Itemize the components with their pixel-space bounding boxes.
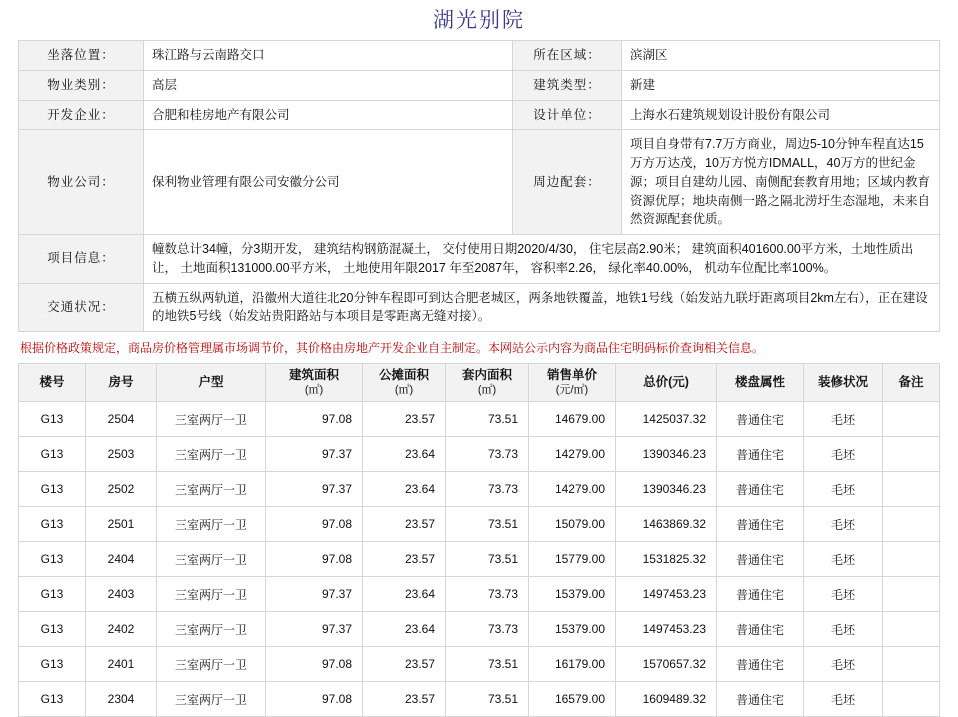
table-cell: 三室两厅一卫	[157, 472, 266, 507]
table-row	[19, 507, 940, 542]
table-row	[19, 402, 940, 437]
table-cell: 2502	[86, 472, 157, 507]
table-cell: G13	[19, 472, 86, 507]
info-row	[19, 100, 940, 130]
column-header: 销售单价 (元/㎡)	[529, 364, 616, 402]
table-cell: G13	[19, 507, 86, 542]
table-cell: 2501	[86, 507, 157, 542]
table-cell: 普通住宅	[717, 577, 804, 612]
table-cell: 23.57	[363, 507, 446, 542]
info-value: 项目自身带有7.7万方商业，周边5-10分钟车程直达15万方万达茂，10万方悦方IDMALL，40万方的世纪金源；项目自建幼儿园、南侧配套教育用地；区域内教育资源优厚；地块南侧一路之隔北涝圩生态湿地，未来自然资源配套优质。	[622, 130, 940, 235]
table-cell: 73.51	[446, 507, 529, 542]
info-value: 合肥和桂房地产有限公司	[144, 100, 513, 130]
table-cell: 1531825.32	[616, 542, 717, 577]
table-cell: 2404	[86, 542, 157, 577]
table-cell: 三室两厅一卫	[157, 577, 266, 612]
table-cell: 2402	[86, 612, 157, 647]
column-header: 套内面积 (㎡)	[446, 364, 529, 402]
table-cell: 73.51	[446, 542, 529, 577]
info-label: 开发企业：	[19, 100, 144, 130]
table-cell: 73.73	[446, 472, 529, 507]
price-policy-notice: 根据价格政策规定，商品房价格管理属市场调节价，其价格由房地产开发企业自主制定。本网站公示内容为商品住宅明码标价查询相关信息。	[20, 341, 765, 355]
column-header: 总价(元)	[616, 364, 717, 402]
column-header-unit: (㎡)	[304, 383, 324, 396]
table-cell	[883, 542, 940, 577]
page-title: 湖光别院	[433, 8, 525, 32]
table-cell: 15079.00	[529, 507, 616, 542]
table-cell: 16579.00	[529, 682, 616, 717]
table-cell: 2401	[86, 647, 157, 682]
table-cell: 三室两厅一卫	[157, 682, 266, 717]
column-header: 备注	[883, 364, 940, 402]
column-header-unit: (㎡)	[394, 383, 414, 396]
table-cell: 23.57	[363, 402, 446, 437]
table-cell	[883, 647, 940, 682]
table-cell: 1390346.23	[616, 437, 717, 472]
table-cell: G13	[19, 402, 86, 437]
table-cell: 14679.00	[529, 402, 616, 437]
table-cell: 1497453.23	[616, 612, 717, 647]
info-row	[19, 235, 940, 284]
info-value: 新建	[622, 70, 940, 100]
table-cell: 毛坯	[804, 577, 883, 612]
unit-listing-table	[18, 363, 940, 717]
column-header: 户型	[157, 364, 266, 402]
info-value: 保利物业管理有限公司安徽分公司	[144, 130, 513, 235]
table-cell: 23.64	[363, 437, 446, 472]
column-header-unit: (元/㎡)	[555, 383, 589, 396]
table-cell: 2403	[86, 577, 157, 612]
table-cell: 毛坯	[804, 472, 883, 507]
table-cell: 1609489.32	[616, 682, 717, 717]
table-header-row	[19, 364, 940, 402]
info-label: 坐落位置：	[19, 41, 144, 71]
property-info-table	[18, 40, 940, 332]
info-row	[19, 130, 940, 235]
table-cell: 毛坯	[804, 682, 883, 717]
table-cell: 1390346.23	[616, 472, 717, 507]
table-cell	[883, 682, 940, 717]
table-cell: G13	[19, 612, 86, 647]
table-cell: 23.57	[363, 542, 446, 577]
table-cell: 97.08	[266, 682, 363, 717]
table-cell: 23.57	[363, 647, 446, 682]
info-label: 物业类别：	[19, 70, 144, 100]
table-row	[19, 437, 940, 472]
column-header: 装修状况	[804, 364, 883, 402]
table-cell: 97.37	[266, 472, 363, 507]
table-cell: 97.08	[266, 647, 363, 682]
table-cell: 1463869.32	[616, 507, 717, 542]
table-cell: 1570657.32	[616, 647, 717, 682]
table-cell: 三室两厅一卫	[157, 437, 266, 472]
table-cell: 15779.00	[529, 542, 616, 577]
info-value: 珠江路与云南路交口	[144, 41, 513, 71]
table-cell: 73.73	[446, 577, 529, 612]
table-cell: 普通住宅	[717, 437, 804, 472]
table-cell	[883, 402, 940, 437]
table-cell: 毛坯	[804, 542, 883, 577]
info-label: 项目信息：	[19, 235, 144, 284]
table-cell: 毛坯	[804, 507, 883, 542]
column-header-unit: (㎡)	[477, 383, 497, 396]
info-label: 设计单位：	[513, 100, 622, 130]
table-cell: G13	[19, 542, 86, 577]
table-cell: 普通住宅	[717, 682, 804, 717]
table-cell: 73.51	[446, 402, 529, 437]
table-cell: 97.08	[266, 542, 363, 577]
table-cell: 普通住宅	[717, 612, 804, 647]
table-cell: 73.73	[446, 612, 529, 647]
table-cell: 97.37	[266, 577, 363, 612]
table-cell: 73.51	[446, 682, 529, 717]
table-cell	[883, 612, 940, 647]
column-header: 房号	[86, 364, 157, 402]
table-cell: 16179.00	[529, 647, 616, 682]
table-row	[19, 577, 940, 612]
table-cell: 23.57	[363, 682, 446, 717]
table-cell: 三室两厅一卫	[157, 402, 266, 437]
table-cell: G13	[19, 682, 86, 717]
table-cell: G13	[19, 647, 86, 682]
table-cell: 毛坯	[804, 437, 883, 472]
table-cell: 三室两厅一卫	[157, 647, 266, 682]
property-info-body	[19, 41, 940, 332]
table-cell: 23.64	[363, 577, 446, 612]
table-cell: 1497453.23	[616, 577, 717, 612]
table-cell: 毛坯	[804, 647, 883, 682]
info-label: 交通状况：	[19, 283, 144, 332]
info-label: 物业公司：	[19, 130, 144, 235]
table-cell: G13	[19, 437, 86, 472]
table-cell: 三室两厅一卫	[157, 507, 266, 542]
column-header: 公摊面积 (㎡)	[363, 364, 446, 402]
table-cell: 14279.00	[529, 437, 616, 472]
table-cell: 普通住宅	[717, 542, 804, 577]
table-cell: 三室两厅一卫	[157, 612, 266, 647]
table-cell: G13	[19, 577, 86, 612]
table-cell: 15379.00	[529, 577, 616, 612]
table-cell: 毛坯	[804, 402, 883, 437]
table-cell	[883, 507, 940, 542]
info-value: 上海水石建筑规划设计股份有限公司	[622, 100, 940, 130]
info-value: 幢数总计34幢，分3期开发， 建筑结构钢筋混凝土， 交付使用日期2020/4/30， 住宅层高2.90米； 建筑面积401600.00平方米，土地性质出让， 土地面积131000.00平方米， 土地使用年限2017 年至2087年， 容积率2.26， 绿化率40.00%， 机动车位配比率100%。	[144, 235, 940, 284]
table-cell: 2504	[86, 402, 157, 437]
table-cell: 97.08	[266, 507, 363, 542]
info-value: 滨湖区	[622, 41, 940, 71]
table-cell: 23.64	[363, 612, 446, 647]
column-header: 楼号	[19, 364, 86, 402]
table-cell: 73.73	[446, 437, 529, 472]
info-value: 五横五纵两轨道，沿徽州大道往北20分钟车程即可到达合肥老城区，两条地铁覆盖，地铁1号线（始发站九联圩距离项目2km左右），正在建设的地铁5号线（始发站贵阳路站与本项目是零距离无缝对接）。	[144, 283, 940, 332]
table-row	[19, 647, 940, 682]
unit-listing-head	[19, 364, 940, 402]
table-cell: 97.08	[266, 402, 363, 437]
table-cell: 23.64	[363, 472, 446, 507]
table-cell: 97.37	[266, 612, 363, 647]
table-cell	[883, 577, 940, 612]
table-cell: 毛坯	[804, 612, 883, 647]
info-row	[19, 283, 940, 332]
table-row	[19, 682, 940, 717]
table-cell: 普通住宅	[717, 472, 804, 507]
table-cell	[883, 437, 940, 472]
table-cell: 15379.00	[529, 612, 616, 647]
table-cell: 73.51	[446, 647, 529, 682]
table-cell: 97.37	[266, 437, 363, 472]
table-cell	[883, 472, 940, 507]
table-cell: 14279.00	[529, 472, 616, 507]
unit-listing-body	[19, 402, 940, 717]
info-label: 建筑类型：	[513, 70, 622, 100]
info-row	[19, 70, 940, 100]
table-cell: 普通住宅	[717, 647, 804, 682]
table-cell: 普通住宅	[717, 507, 804, 542]
table-cell: 2503	[86, 437, 157, 472]
table-cell: 三室两厅一卫	[157, 542, 266, 577]
column-header: 楼盘属性	[717, 364, 804, 402]
table-row	[19, 542, 940, 577]
info-label: 所在区域：	[513, 41, 622, 71]
table-cell: 1425037.32	[616, 402, 717, 437]
column-header: 建筑面积 (㎡)	[266, 364, 363, 402]
info-value: 高层	[144, 70, 513, 100]
info-row	[19, 41, 940, 71]
table-row	[19, 472, 940, 507]
table-row	[19, 612, 940, 647]
info-label: 周边配套：	[513, 130, 622, 235]
table-cell: 2304	[86, 682, 157, 717]
table-cell: 普通住宅	[717, 402, 804, 437]
